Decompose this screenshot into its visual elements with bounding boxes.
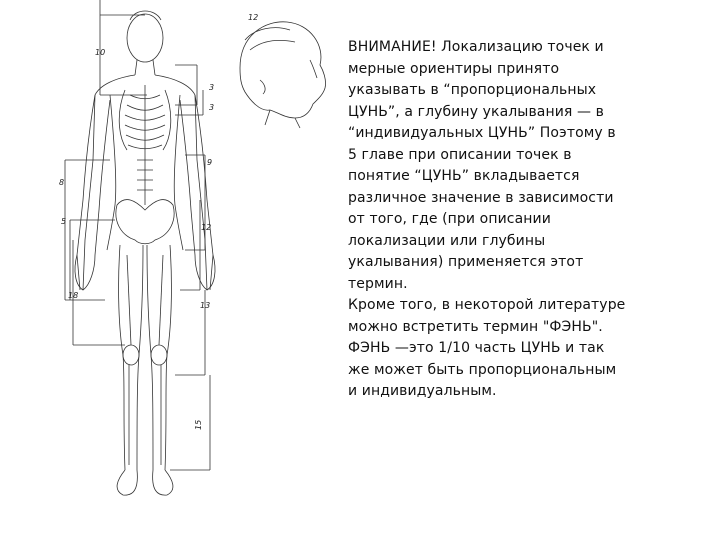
left-foot <box>117 470 137 495</box>
anatomy-figure <box>55 0 335 510</box>
anatomy-illustration <box>55 0 335 510</box>
label-10: 10 <box>95 48 106 57</box>
label-12-head: 12 <box>248 13 259 22</box>
figure-head <box>127 14 163 62</box>
head-profile <box>240 22 326 118</box>
right-foot <box>153 470 173 495</box>
paragraph-fen: Кроме того, в некоторой литературе можно встретить термин "ФЭНЬ". ФЭНЬ —это 1/10 часть ЦУНЬ и так же может быть пропорциональным и индивидуальным. <box>348 297 626 399</box>
label-5: 5 <box>61 217 67 226</box>
label-3b: 3 <box>209 103 215 112</box>
label-18: 18 <box>68 291 79 300</box>
label-13: 13 <box>200 301 211 310</box>
label-3a: 3 <box>209 83 215 92</box>
label-12-hip: 12 <box>201 223 212 232</box>
right-knee <box>151 345 167 365</box>
left-knee <box>123 345 139 365</box>
label-15: 15 <box>194 419 203 430</box>
label-9: 9 <box>207 158 213 167</box>
pelvis <box>116 200 174 244</box>
paragraph-warning: ВНИМАНИЕ! Локализацию точек и мерные ориентиры принято указывать в “пропорциональных ЦУНЬ”, а глубину укалывания — в “индивидуальных ЦУНЬ” Поэтому в 5 главе при описании точек в понятие “ЦУНЬ” вкладывается различное значение в зависимости от того, где (при описании локализации или глубины укалывания) применяется этот термин. <box>348 39 616 292</box>
text-block <box>348 37 640 403</box>
label-8: 8 <box>59 178 65 187</box>
